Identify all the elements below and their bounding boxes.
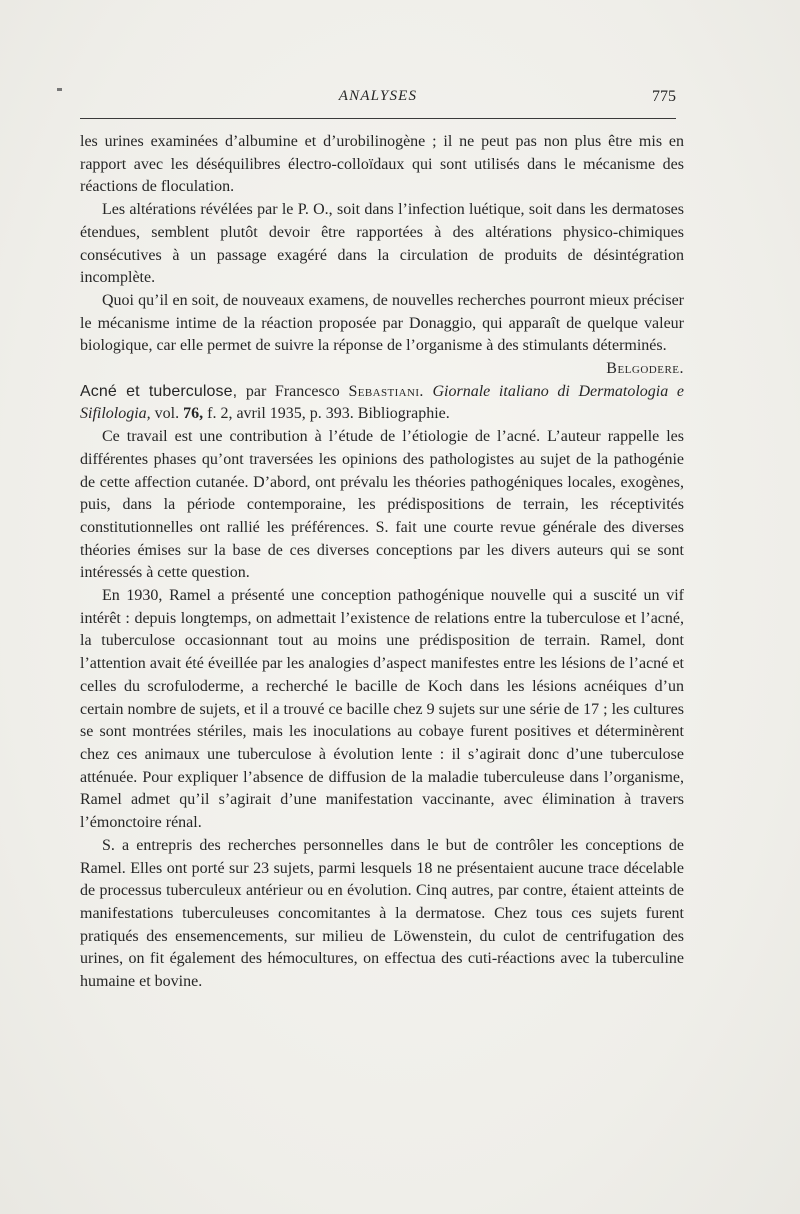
paragraph-5: En 1930, Ramel a présenté une conception pathogénique nouvelle qui a suscité un vif intérêt : depuis longtemps, on admettait l’existence de relations entre la tuberculose et l’acné, la tuberculose occasionnant tout au moins une prédisposition de terrain. Ramel, dont l’attention avait été éveillée par les analogies d’aspect manifestes entre les lésions de l’acné et celles du scrofuloderme, a recherché le bacille de Koch dans les lésions acnéiques d’un certain nombre de sujets, et il a trouvé ce bacille chez 9 sujets sur une série de 17 ; les cultures se sont montrées stériles, mais les inoculations au cobaye furent positives et déterminèrent chez ces animaux une tuberculose à évolution lente : il s’agirait donc d’une tuberculose atténuée. Pour expliquer l’absence de diffusion de la maladie tuberculeuse dans l’organisme, Ramel admet qu’il s’agirait d’une manifestation vaccinante, avec élimination à travers l’émonctoire rénal. <box>80 587 684 832</box>
reviewer-signature: Belgodere. <box>606 360 684 378</box>
body-text <box>80 131 684 994</box>
paragraph-1: les urines examinées d’albumine et d’urobilinogène ; il ne peut pas non plus être mis en rapport avec les déséquilibres électro-colloïdaux qui sont utilisés dans le mécanisme des réactions de floculation. <box>80 133 684 196</box>
article-heading <box>80 381 684 426</box>
running-head <box>80 88 676 112</box>
paragraph-4: Ce travail est une contribution à l’étude de l’étiologie de l’acné. L’auteur rappelle les différentes phases qu’ont traversées les opinions des pathologistes au sujet de la pathogénie de cette affection cutanée. D’abord, ont prévalu les théories pathogéniques locales, exogènes, puis, dans la période contemporaine, les prédispositions de terrain, les réceptivités constitutionnelles ont rallié les préférences. S. fait une courte revue générale des diverses théories émises sur la base de ces diverses conceptions par les divers auteurs qui se sont intéressés à cette question. <box>80 428 684 582</box>
margin-mark <box>57 88 62 91</box>
page-number: 775 <box>652 88 676 105</box>
paragraph-6: S. a entrepris des recherches personnelles dans le but de contrôler les conceptions de Ramel. Elles ont porté sur 23 sujets, parmi lesquels 18 ne présentaient aucune trace décelable de processus tuberculeux antérieur ou en évolution. Cinq autres, par contre, étaient atteints de manifestations tuberculeuses concomitantes à la dermatose. Chez tous ces sujets furent pratiqués des ensemencements, sur milieu de Löwenstein, du culot de centrifugation des urines, on fit également des hémocultures, on effectua des cuti-réactions avec la tuberculine humaine et bovine. <box>80 836 684 991</box>
paragraph-2: Les altérations révélées par le P. O., soit dans l’infection luétique, soit dans les dermatoses étendues, semblent plutôt devoir être rapportées à des altérations physico-chimiques consécutives à un passage exagéré dans la circulation de produits de désintégration incomplète. <box>80 201 684 287</box>
running-title: ANALYSES <box>338 88 418 104</box>
header-rule <box>80 118 676 119</box>
article-author: Sebastiani. <box>348 382 424 400</box>
signature-line <box>80 358 684 381</box>
article-volume: 76, <box>183 405 204 423</box>
paragraph-3: Quoi qu’il en soit, de nouveaux examens, de nouvelles recherches pourront mieux préciser le mécanisme intime de la réaction proposée par Donaggio, qui apparaît de quelque valeur biologique, car elle permet de suivre la réponse de l’organisme à des stimulants déterminés. <box>80 291 684 355</box>
article-journal: Giornale italiano di Dermatologia e Sifilologia, <box>80 382 685 423</box>
article-by: par Francesco <box>237 382 349 400</box>
article-title: Acné et tuberculose, <box>80 382 238 400</box>
article-vol-prefix: vol. <box>150 405 184 423</box>
article-details: f. 2, avril 1935, p. 393. Bibliographie. <box>203 405 450 423</box>
